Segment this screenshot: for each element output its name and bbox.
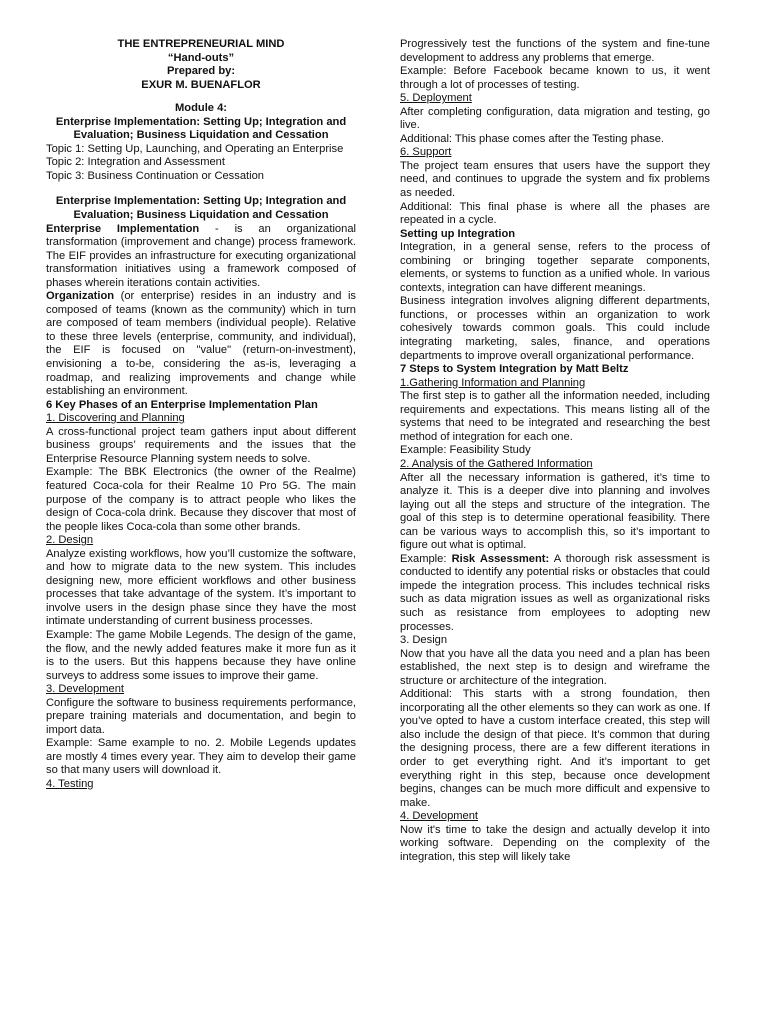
phase-4-text: Progressively test the functions of the system and fine-tune development to address any problems that emerge. bbox=[400, 38, 710, 64]
phase-1-example: Example: The BBK Electronics (the owner of the Realme) featured Coca-cola for their Realme 10 Pro 5G. The main purpose of the company is to attract people who likes the design of Coca-cola drink. Because they discover that most of the people likes Coca-cola than some other brands. bbox=[46, 466, 356, 533]
left-column bbox=[46, 38, 356, 792]
prepared-by-label: Prepared by: bbox=[166, 65, 236, 78]
ei-def-text: - is an organizational transformation (improvement and change) process framework. The EIF provides an infrastructure for executing organizational transformation initiatives using a framework composed of phases wherein iterations contain activities. bbox=[46, 222, 356, 289]
step-2-example bbox=[400, 553, 710, 634]
integration-heading: Setting up Integration bbox=[400, 227, 516, 240]
title-block bbox=[46, 38, 356, 92]
steps-heading: 7 Steps to System Integration by Matt Beltz bbox=[400, 363, 629, 376]
phase-6-additional: Additional: This final phase is where all the phases are repeated in a cycle. bbox=[400, 200, 710, 227]
step-4-heading: 4. Development bbox=[400, 810, 479, 823]
document-subtitle: “Hand-outs” bbox=[167, 51, 235, 64]
module-title: Enterprise Implementation: Setting Up; Integration and Evaluation; Business Liquidation and Cessation bbox=[55, 115, 347, 142]
phase-6-heading: 6. Support bbox=[400, 146, 452, 159]
module-number: Module 4: bbox=[175, 102, 227, 115]
phase-2-heading: 2. Design bbox=[46, 534, 94, 547]
module-block bbox=[46, 102, 356, 143]
topic-item: Topic 2: Integration and Assessment bbox=[46, 156, 225, 169]
step-1-example: Example: Feasibility Study bbox=[400, 444, 531, 457]
step-3-heading: 3. Design bbox=[400, 634, 448, 647]
phase-5-additional: Additional: This phase comes after the Testing phase. bbox=[400, 132, 665, 145]
phase-6-text: The project team ensures that users have the support they need, and continues to upgrade the system and fix problems as needed. bbox=[400, 159, 710, 200]
org-definition bbox=[46, 290, 356, 398]
phase-4-heading: 4. Testing bbox=[46, 777, 94, 790]
phase-3-text: Configure the software to business requirements performance, prepare training materials and documentation, and begin to import data. bbox=[46, 696, 356, 736]
phases-heading: 6 Key Phases of an Enterprise Implementation Plan bbox=[46, 398, 318, 411]
phase-1-heading: 1. Discovering and Planning bbox=[46, 412, 185, 425]
topic-list bbox=[46, 143, 356, 184]
phase-3-example: Example: Same example to no. 2. Mobile Legends updates are mostly 4 times every year. They aim to develop their game so that many users will download it. bbox=[46, 737, 356, 777]
phase-3-heading: 3. Development bbox=[46, 683, 125, 696]
step-1-heading: 1.Gathering Information and Planning bbox=[400, 376, 586, 389]
step-3-additional: Additional: This starts with a strong foundation, then incorporating all the other elements so they can work as one. If you’ve opted to have a custom interface created, this step will also include the design of that piece. It’s common that during the designing process, there are a few different iterations in order to get everything right. And it’s important to get everything right in this step, because once development begins, changes can be much more difficult and expensive to make. bbox=[400, 688, 710, 809]
topic-item: Topic 3: Business Continuation or Cessation bbox=[46, 169, 264, 182]
section-title: Enterprise Implementation: Setting Up; Integration and Evaluation; Business Liquidation and Cessation bbox=[55, 195, 347, 222]
step-1-text: The first step is to gather all the information needed, including requirements and expectations. This means listing all of the systems that need to be integrated and researching the best method of integration for each one. bbox=[400, 390, 710, 443]
author-name: EXUR M. BUENAFLOR bbox=[141, 78, 261, 91]
phase-5-heading: 5. Deployment bbox=[400, 92, 472, 105]
step-2-text: After all the necessary information is gathered, it’s time to analyze it. This is a deeper dive into planning and involves laying out all the steps and structure of the integration. The goal of this step is to determine operational feasibility. There can be various ways to accomplish this, so it’s important to figure out what is optimal. bbox=[400, 471, 710, 552]
step-2-example-prefix: Example: bbox=[400, 552, 452, 565]
ei-term: Enterprise Implementation bbox=[46, 222, 200, 235]
step-3-text: Now that you have all the data you need and a plan has been established, the next step is to design and wireframe the structure or architecture of the integration. bbox=[400, 647, 710, 687]
document-title: THE ENTREPRENEURIAL MIND bbox=[117, 38, 285, 50]
step-2-heading: 2. Analysis of the Gathered Information bbox=[400, 457, 593, 470]
right-column bbox=[400, 38, 710, 864]
phase-1-text: A cross-functional project team gathers input about different business groups’ requirements and the issues that the Enterprise Resource Planning system needs to solve. bbox=[46, 425, 356, 465]
org-def-text: (or enterprise) resides in an industry and is composed of teams (known as the community) which in turn are composed of team members (individual people). Relative to these three levels (enterprise, community, and individual), the EIF is focused on "value" (return-on-investment), envisioning a to-be, considering the as-is, leveraging a roadmap, and realizing improvements and change while establishing an environment. bbox=[46, 290, 356, 398]
phase-4-example: Example: Before Facebook became known to us, it went through a lot of processes of testing. bbox=[400, 65, 710, 91]
step-2-example-text: A thorough risk assessment is conducted to identify any potential risks or obstacles that could impede the integration process. This includes technical risks such as data migration issues as well as organizational risks such as resistance from employees to adopting new processes. bbox=[400, 552, 710, 633]
phase-2-text: Analyze existing workflows, how you’ll customize the software, and how to migrate data to the new system. This includes designing new, more efficient workflows and other business processes that take advantage of the system. It’s important to involve users in the design phase since they have the most intimate understanding of current business processes. bbox=[46, 547, 356, 628]
integration-paragraph: Integration, in a general sense, refers to the process of combining or bringing together separate components, elements, or systems to function as a unified whole. In various contexts, integration can have different meanings. bbox=[400, 241, 710, 294]
topic-item: Topic 1: Setting Up, Launching, and Operating an Enterprise bbox=[46, 142, 344, 155]
phase-5-text: After completing configuration, data migration and testing, go live. bbox=[400, 105, 710, 132]
org-term: Organization bbox=[46, 290, 115, 303]
ei-definition bbox=[46, 223, 356, 291]
phase-2-example: Example: The game Mobile Legends. The design of the game, the flow, and the newly added features make it more fun as it is to the users. But this happens because they have online surveys to address some issues to improve their game. bbox=[46, 628, 356, 682]
risk-assessment-term: Risk Assessment: bbox=[451, 552, 550, 565]
integration-paragraph: Business integration involves aligning different departments, functions, or processes within an organization to work cohesively towards common goals. This could include integrating marketing, sales, finance, and operations departments to improve overall organizational performance. bbox=[400, 295, 710, 362]
step-4-text: Now it's time to take the design and actually develop it into working software. Depending on the complexity of the integration, this step will likely take bbox=[400, 823, 710, 863]
